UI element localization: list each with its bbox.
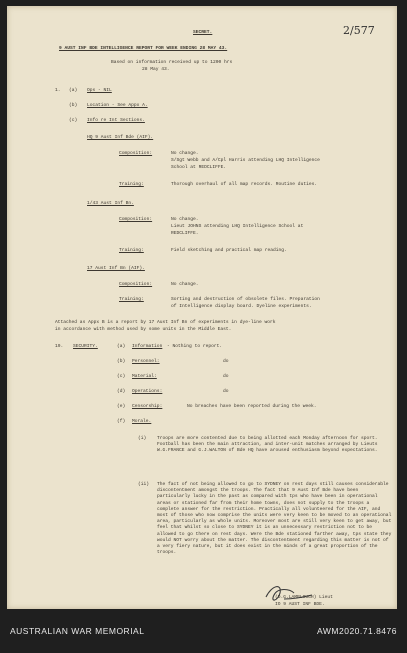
- signatory-title: IO 9 AUST INF BDE.: [275, 602, 325, 607]
- section-19-number: 19.: [55, 344, 64, 349]
- attached-line-2: in accordance with method used by some units in the Middle East.: [55, 327, 232, 332]
- based-on-line-2: 28 May 43.: [142, 67, 170, 72]
- item-19c-marker: (c): [117, 374, 126, 379]
- hq-training-text: Thorough overhaul of all map records. Routine duties.: [171, 182, 318, 187]
- item-19c-text: do: [223, 374, 229, 379]
- bn1-composition-label: Composition:: [119, 217, 153, 222]
- archive-footer: [0, 610, 407, 653]
- section-1-number: 1.: [55, 88, 61, 93]
- item-19f-marker: (f): [117, 419, 126, 424]
- item-19b-marker: (b): [117, 359, 126, 364]
- signatory-name: (D.G.LAMPLOUGH) Lieut: [275, 595, 333, 600]
- item-1c-text: Info re Int Sections.: [87, 118, 145, 123]
- bn1-composition-1: No change.: [171, 217, 199, 222]
- hq-heading: HQ 9 Aust Inf Bde (AIF).: [87, 135, 154, 140]
- item-19a-label: Information: [132, 344, 163, 349]
- morale-1-text: Troops are more contented due to being allotted each Monday afternoon for sport. Football has been the main attraction, and inter-unit matches arranged by Lieuts W.G.FRANCE and G.J.WALTON of Bde HQ have aroused enthusiasm beyond expectations.: [157, 436, 378, 454]
- hq-training-label: Training:: [119, 182, 144, 187]
- bn2-composition-label: Composition:: [119, 282, 153, 287]
- bn2-training-2: of Intelligence display board. Dyeline experiments.: [171, 304, 312, 309]
- based-on-line-1: Based on information received up to 1200 hrs: [111, 60, 233, 65]
- footer-institution: AUSTRALIAN WAR MEMORIAL: [10, 626, 145, 636]
- item-1c-marker: (c): [69, 118, 78, 123]
- hq-composition-3: School at REDCLIFFE.: [171, 165, 227, 170]
- morale-1-marker: (i): [138, 436, 147, 441]
- section-19-title: SECURITY.: [73, 344, 98, 349]
- bn2-training-1: Sorting and destruction of obsolete files. Preparation: [171, 297, 320, 302]
- item-1b-marker: (b): [69, 103, 78, 108]
- item-19f-label: Morale.: [132, 419, 152, 424]
- item-19d-label: Operations:: [132, 389, 163, 394]
- bn2-heading: 17 Aust Inf Bn (AIF).: [87, 266, 145, 271]
- bn2-training-label: Training:: [119, 297, 144, 302]
- hq-composition-label: Composition:: [119, 151, 153, 156]
- morale-2-text: The fact of not being allowed to go to SYDNEY on rest days still causes considerable discontentment amongst the troops. The fact that 9 Aust Inf Bde have been particularly lucky in the past as compared with tps who have been in operational areas or stationed far from their home towns, does not supply to the troops a complete answer for the restriction. Practically all volunteered for the AIF, and most of those who now comprise the units were very keen to be moved to an operational area, particularly as whole units. Moreover most are still very keen to get away, but feel that whilst so close to SYDNEY it is an unnecessary restriction not to be allowed to go there on rest days. Were the Bde stationed farther away, tps state they would NOT worry about the matter. The discontentment regarding this matter is not of a very fiery nature, but it does exist in the minds of a great proportion of the troops.: [157, 482, 392, 556]
- item-1a-marker: (a): [69, 88, 78, 93]
- bn2-composition-1: No change.: [171, 282, 199, 287]
- item-19d-text: do: [223, 389, 229, 394]
- item-1b-text: Location - See Appx A.: [87, 103, 148, 108]
- item-19a-text: - Nothing to report.: [167, 344, 223, 349]
- footer-reference: AWM2020.71.8476: [317, 626, 397, 636]
- document-page: [7, 6, 397, 609]
- bn1-training-label: Training:: [119, 248, 144, 253]
- item-1a-text: Ops - NIL: [87, 88, 112, 93]
- bn1-composition-2: Lieut JOHNS attending LHQ Intelligence School at: [171, 224, 304, 229]
- item-19e-marker: (e): [117, 404, 126, 409]
- classification-heading: SECRET.: [193, 30, 213, 35]
- item-19c-label: Material:: [132, 374, 157, 379]
- item-19e-label: Censorship:: [132, 404, 163, 409]
- attached-line-1: Attached as Appx B is a report by 17 Aust Inf Bn of experiments in dye-line work: [55, 320, 276, 325]
- bn1-training-text: Field sketching and practical map reading.: [171, 248, 287, 253]
- bn1-composition-3: REDCLIFFE.: [171, 231, 199, 236]
- item-19b-text: do: [223, 359, 229, 364]
- hq-composition-1: No change.: [171, 151, 199, 156]
- report-title: 9 AUST INF BDE INTELLIGENCE REPORT FOR WEEK ENDING 28 MAY 43.: [59, 46, 228, 51]
- folio-number: 2/577: [343, 24, 375, 37]
- hq-composition-2: S/Sgt Webb and A/Cpl Harris attending LHQ Intelligence: [171, 158, 320, 163]
- item-19e-text: No breaches have been reported during the week.: [187, 404, 317, 409]
- bn1-heading: 1/43 Aust Inf Bn.: [87, 201, 134, 206]
- morale-2-marker: (ii): [138, 482, 150, 487]
- item-19b-label: Personnel:: [132, 359, 160, 364]
- item-19d-marker: (d): [117, 389, 126, 394]
- item-19a-marker: (a): [117, 344, 126, 349]
